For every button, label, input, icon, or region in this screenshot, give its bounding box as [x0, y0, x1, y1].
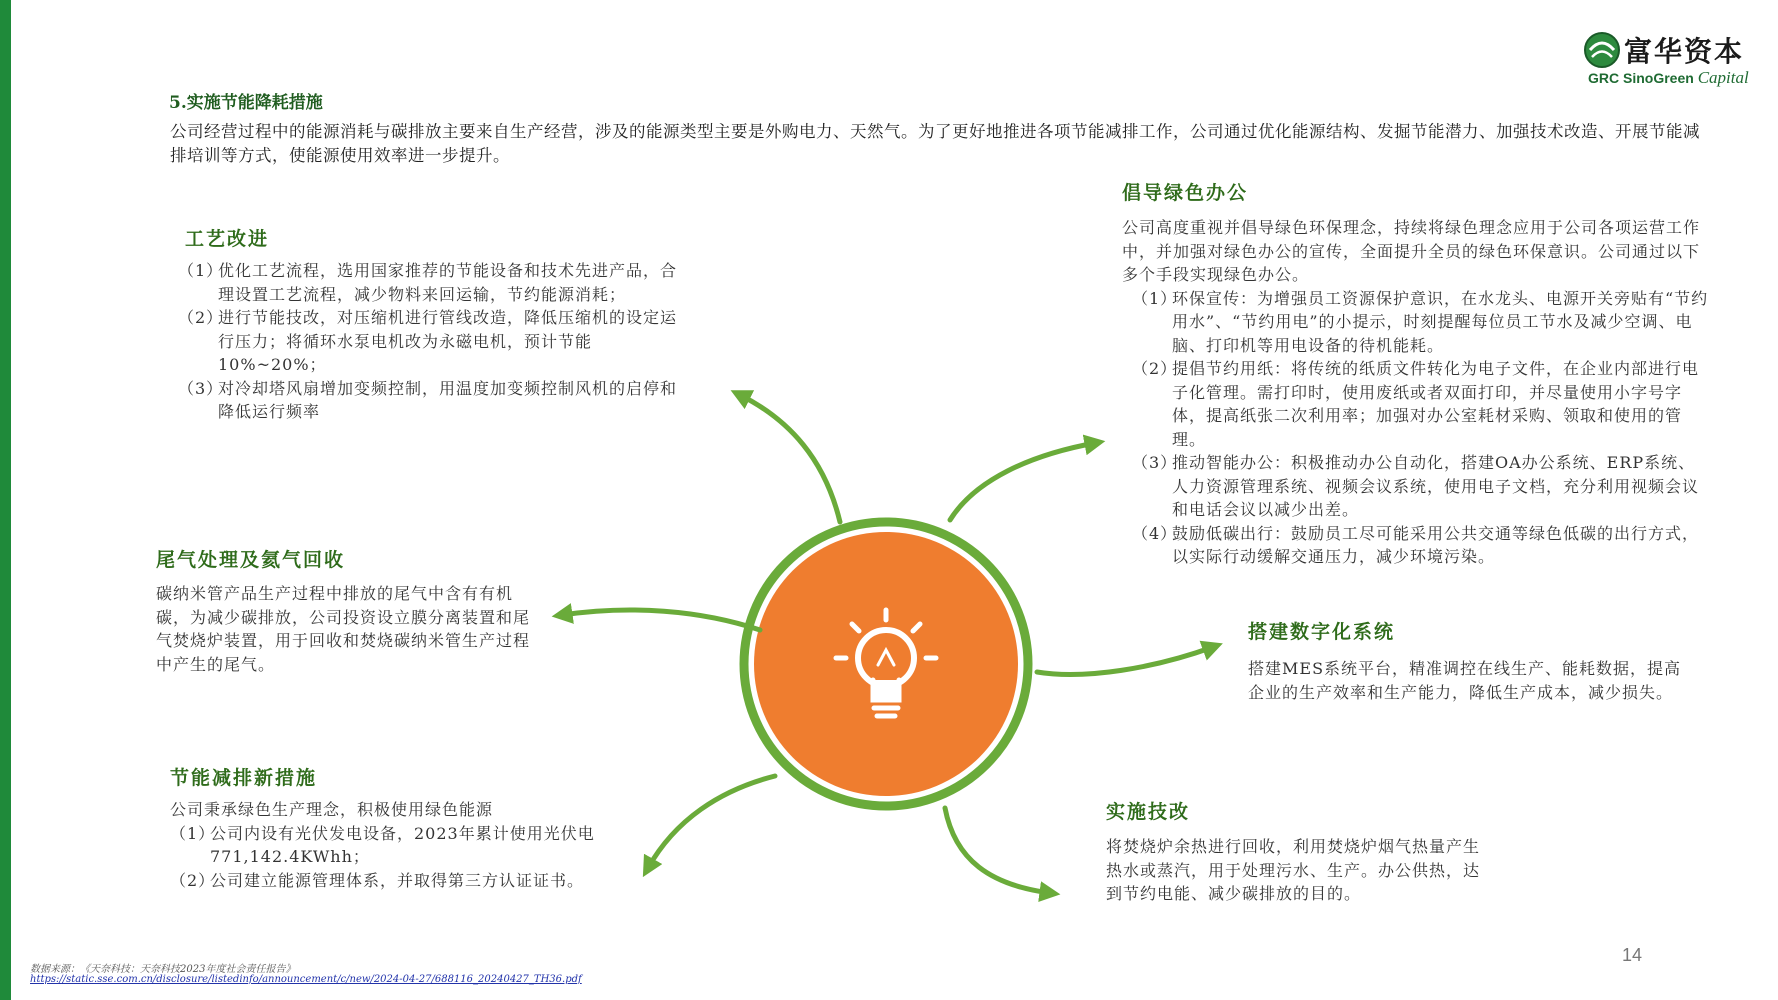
digital-text: 搭建MES系统平台，精准调控在线生产、能耗数据，提高企业的生产效率和生产能力，降低生产成本，减少损失。 — [1248, 659, 1682, 702]
item-number: （1） — [1132, 288, 1178, 308]
item-number: （3） — [178, 378, 224, 398]
process-item — [178, 377, 693, 424]
brand-name-cn: 富华资本 — [1624, 35, 1745, 68]
arrow-green-office — [950, 443, 1095, 520]
item-number: （4） — [1132, 523, 1178, 543]
data-source: 数据来源：《天奈科技：天奈科技2023年度社会责任报告》 — [30, 964, 296, 975]
process-item — [178, 259, 693, 306]
green-office-title: 倡导绿色办公 — [1122, 182, 1249, 204]
process-list — [178, 259, 693, 424]
orange-core — [754, 532, 1018, 796]
item-number: （2） — [1132, 359, 1178, 378]
item-text: 公司建立能源管理体系，并取得第三方认证证书。 — [210, 870, 585, 890]
item-text: 提倡节约用纸：将传统的纸质文件转化为电子文件，在企业内部进行电子化管理。需打印时，使用废纸或者双面打印，并尽量使用小字号字体，提高纸张二次利用率；加强对办公室耗材采购、领取和使用的管理。 — [1172, 359, 1700, 449]
exhaust-text: 碳纳米管产品生产过程中排放的尾气中含有有机碳，为减少碳排放，公司投资设立膜分离装置和尾气焚烧炉装置，用于回收和焚烧碳纳米管生产过程中产生的尾气。 — [156, 584, 531, 674]
new-measures-title: 节能减排新措施 — [170, 767, 318, 789]
arrow-process — [740, 395, 840, 522]
process-item — [178, 306, 693, 377]
retrofit-title: 实施技改 — [1106, 801, 1191, 823]
retrofit-text: 将焚烧炉余热进行回收，利用焚烧炉烟气热量产生热水或蒸汽，用于处理污水、生产。办公供热，达到节约电能、减少碳排放的目的。 — [1106, 837, 1481, 903]
arrow-retrofit — [945, 808, 1050, 893]
green-office-item — [1122, 451, 1712, 522]
green-office-item — [1122, 287, 1712, 358]
intro-paragraph: 公司经营过程中的能源消耗与碳排放主要来自生产经营，涉及的能源类型主要是外购电力、天然气。为了更好地推进各项节能减排工作，公司通过优化能源结构、发掘节能潜力、加强技术改造、开展节能减排培训等方式，使能源使用效率进一步提升。 — [170, 122, 1700, 165]
item-text: 推动智能办公：积极推动办公自动化，搭建OA办公系统、ERP系统、人力资源管理系统、视频会议系统，使用电子文档，充分利用视频会议和电话会议以减少出差。 — [1172, 453, 1700, 519]
item-text: 优化工艺流程，选用国家推荐的节能设备和技术先进产品，合理设置工艺流程，减少物料来回运输，节约能源消耗； — [218, 261, 678, 304]
arrow-digital — [1037, 647, 1213, 674]
green-office-item — [1122, 357, 1712, 451]
item-text: 公司内设有光伏发电设备，2023年累计使用光伏电771,142.4KWhh； — [210, 823, 595, 866]
item-number: （2） — [178, 308, 224, 327]
item-text: 鼓励低碳出行：鼓励员工尽可能采用公共交通等绿色低碳的出行方式，以实际行动缓解交通压力，减少环境污染。 — [1172, 523, 1700, 566]
green-office-lead: 公司高度重视并倡导绿色环保理念，持续将绿色理念应用于公司各项运营工作中，并加强对绿色办公的宣传，全面提升全员的绿色环保意识。公司通过以下多个手段实现绿色办公。 — [1122, 218, 1701, 284]
digital-title: 搭建数字化系统 — [1248, 621, 1396, 643]
process-title: 工艺改进 — [185, 228, 270, 250]
green-office-item — [1122, 522, 1712, 569]
source-link[interactable]: https://static.sse.com.cn/disclosure/listedinfo/announcement/c/new/2024-04-27/688116_20240427_TH36.pdf — [30, 974, 582, 985]
item-text: 进行节能技改，对压缩机进行管线改造，降低压缩机的设定运行压力；将循环水泵电机改为永磁电机，预计节能10%~20%； — [218, 308, 678, 374]
brand-name-en-script: Capital — [1697, 68, 1749, 87]
item-number: （2） — [170, 870, 216, 890]
section-title: 5.实施节能降耗措施 — [169, 93, 323, 113]
green-office-list — [1122, 216, 1712, 569]
item-number: （1） — [170, 823, 216, 843]
arrow-new-measures — [648, 776, 775, 868]
item-number: （1） — [178, 261, 224, 280]
new-measures-lead: 公司秉承绿色生产理念，积极使用绿色能源 — [170, 800, 494, 819]
item-text: 对冷却塔风扇增加变频控制，用温度加变频控制风机的启停和降低运行频率 — [218, 378, 678, 421]
new-measures-item — [170, 869, 610, 893]
new-measures-item — [170, 822, 610, 869]
brand-name-en-prefix: GRC SinoGreen — [1588, 70, 1694, 86]
item-number: （3） — [1132, 453, 1178, 472]
arrow-exhaust — [562, 610, 760, 630]
exhaust-title: 尾气处理及氦气回收 — [156, 549, 346, 571]
new-measures-list — [170, 798, 610, 892]
page-number: 14 — [1622, 945, 1643, 965]
item-text: 环保宣传：为增强员工资源保护意识，在水龙头、电源开关旁贴有“节约用水”、“节约用电”的小提示，时刻提醒每位员工节水及减少空调、电脑、打印机等用电设备的待机能耗。 — [1172, 288, 1709, 355]
